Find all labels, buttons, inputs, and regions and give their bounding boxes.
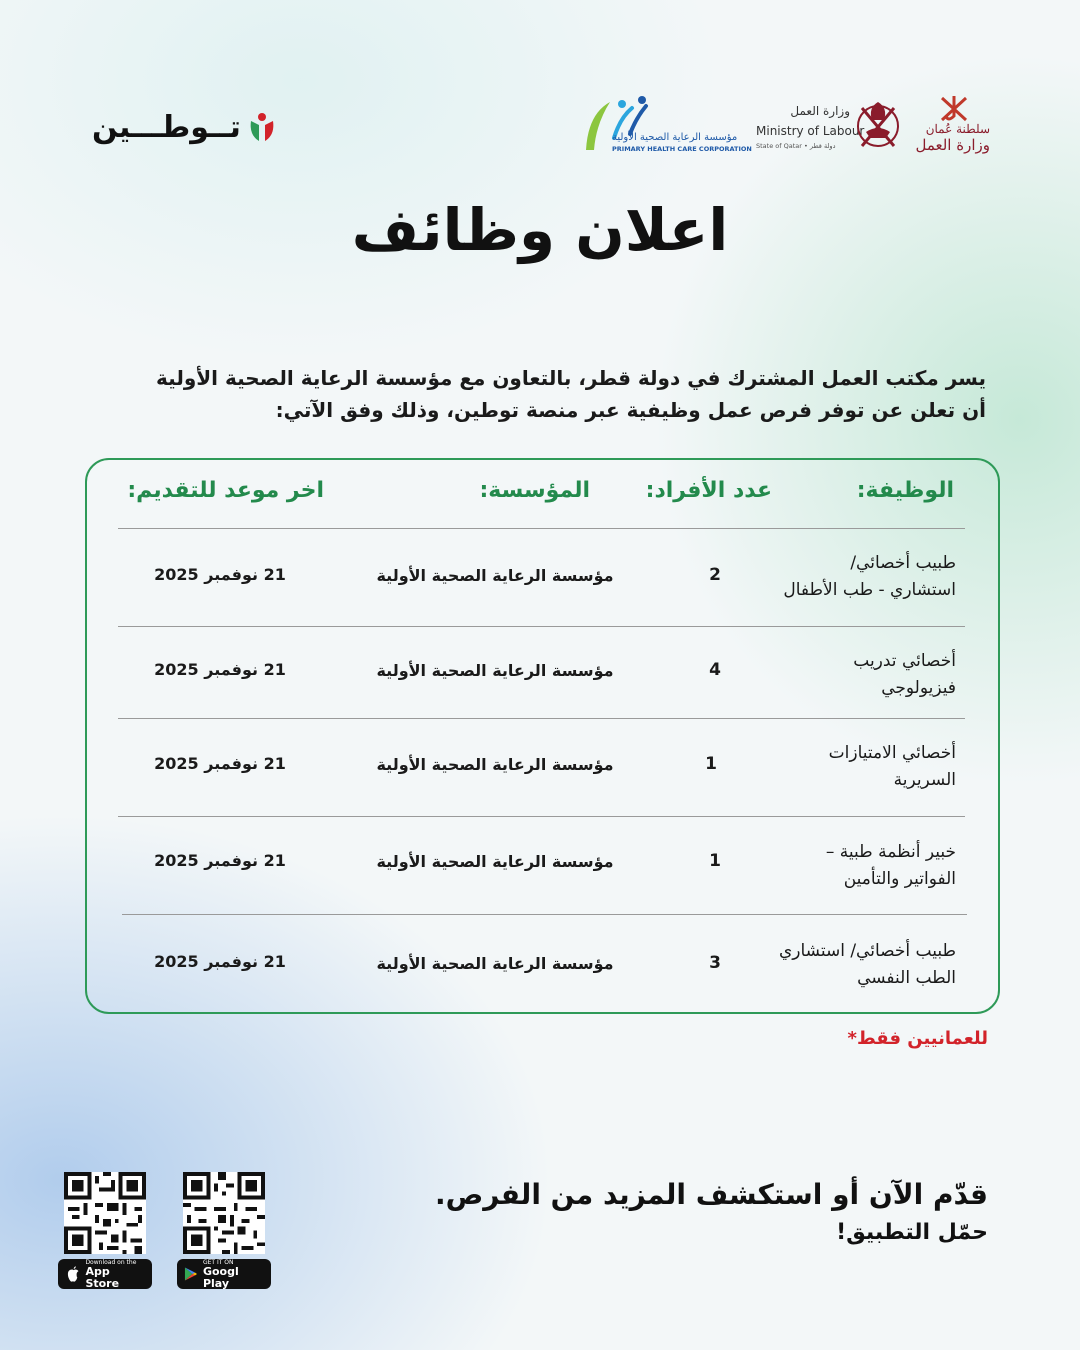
- row-count: 1: [709, 851, 721, 871]
- job-title-line2: فيزيولوجي: [881, 678, 956, 698]
- row-org: مؤسسة الرعاية الصحية الأولية: [376, 566, 614, 585]
- oman-sultanate-label: سلطنة عُمان: [925, 122, 990, 136]
- tawteen-wordmark: تــوطـــين: [92, 109, 241, 145]
- row-count: 4: [709, 660, 721, 680]
- row-org: مؤسسة الرعاية الصحية الأولية: [376, 661, 614, 680]
- jobs-table: [85, 458, 1000, 1014]
- table-row-job: [746, 740, 956, 794]
- table-row-job: [746, 839, 956, 893]
- row-divider: [122, 914, 967, 915]
- header-divider: [118, 528, 965, 529]
- qatar-ministry-english: Ministry of Labour: [756, 124, 865, 138]
- row-deadline: 21 نوفمبر 2025: [154, 754, 286, 773]
- oman-ministry-logo: [912, 94, 992, 158]
- job-title-line1: أخصائي تدريب: [853, 651, 956, 671]
- header-count: عدد الأفراد:: [645, 478, 772, 503]
- app-store-label: App Store: [85, 1264, 120, 1290]
- row-deadline: 21 نوفمبر 2025: [154, 660, 286, 679]
- intro-paragraph: يسر مكتب العمل المشترك في دولة قطر، بالتعاون مع مؤسسة الرعاية الصحية الأولية أن تعلن عن توفر فرص عمل وظيفية عبر منصة توطين، وذلك وفق الآتي:: [156, 366, 986, 422]
- header-org: المؤسسة:: [479, 478, 590, 503]
- app-store-qr-code[interactable]: [64, 1172, 146, 1254]
- row-divider: [118, 718, 965, 719]
- qatar-ministry-arabic: وزارة العمل: [790, 104, 850, 118]
- app-store-caption: Download on the: [85, 1258, 137, 1266]
- row-deadline: 21 نوفمبر 2025: [154, 952, 286, 971]
- apple-icon: [65, 1265, 80, 1283]
- google-play-qr-code[interactable]: [183, 1172, 265, 1254]
- google-play-label: Googl Play: [202, 1264, 239, 1290]
- qatar-ministry-logo: [754, 98, 904, 158]
- row-org: مؤسسة الرعاية الصحية الأولية: [376, 852, 614, 871]
- row-count: 2: [709, 565, 721, 585]
- table-row-job: [746, 550, 956, 604]
- phcc-english-name: PRIMARY HEALTH CARE CORPORATION: [612, 145, 752, 153]
- row-org: مؤسسة الرعاية الصحية الأولية: [376, 954, 614, 973]
- oman-khanjar-icon: [934, 94, 974, 124]
- phcc-arabic-name: مؤسسة الرعاية الصحية الأولية: [612, 132, 738, 143]
- tawteen-logo: [92, 104, 282, 150]
- job-title-line1: طبيب أخصائي/ استشاري: [778, 941, 956, 961]
- row-count: 1: [705, 754, 717, 774]
- omanis-only-note: للعمانيين فقط*: [847, 1028, 988, 1049]
- job-title-line2: السريرية: [893, 770, 956, 790]
- row-deadline: 21 نوفمبر 2025: [154, 851, 286, 870]
- job-title-line1: طبيب أخصائي/: [850, 553, 956, 573]
- page-title: اعلان وظائف: [351, 196, 729, 264]
- row-org: مؤسسة الرعاية الصحية الأولية: [376, 755, 614, 774]
- job-title-line2: الطب النفسي: [857, 968, 956, 988]
- row-divider: [118, 626, 965, 627]
- cta-headline: قدّم الآن أو استكشف المزيد من الفرص.: [434, 1178, 988, 1211]
- header-job: الوظيفة:: [856, 478, 954, 503]
- job-title-line2: استشاري - طب الأطفال: [783, 580, 956, 600]
- row-divider: [118, 816, 965, 817]
- cta-download-app: حمّل التطبيق!: [836, 1220, 988, 1245]
- header-deadline: اخر موعد للتقديم:: [127, 478, 324, 503]
- row-deadline: 21 نوفمبر 2025: [154, 565, 286, 584]
- qatar-emblem-icon: [854, 98, 902, 156]
- table-row-job: [746, 938, 956, 992]
- google-play-badge[interactable]: [177, 1259, 271, 1289]
- qatar-state-label: State of Qatar • دولة قطر: [756, 142, 836, 150]
- google-play-caption: GET IT ON: [202, 1258, 234, 1266]
- row-count: 3: [709, 953, 721, 973]
- google-play-icon: [184, 1266, 198, 1282]
- job-title-line1: خبير أنظمة طبية –: [825, 842, 956, 862]
- oman-ministry-label: وزارة العمل: [915, 136, 990, 154]
- phcc-logo: [578, 94, 752, 160]
- app-store-badge[interactable]: [58, 1259, 152, 1289]
- job-title-line1: أخصائي الامتيازات: [828, 743, 956, 763]
- tawteen-mark-icon: [247, 111, 277, 143]
- job-title-line2: الفواتير والتأمين: [843, 869, 956, 889]
- table-row-job: [746, 648, 956, 702]
